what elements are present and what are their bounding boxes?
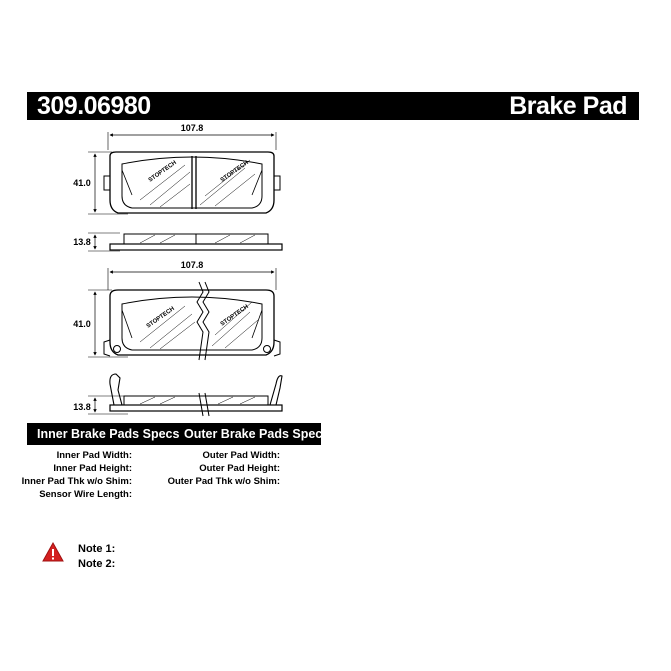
inner-pad-width-label: Inner Pad Width:: [56, 450, 132, 461]
inner-thickness-dimension: 13.8: [73, 237, 91, 247]
pad-stamp-text: STOPTECH: [219, 304, 250, 328]
outer-pad-front-view: [88, 268, 280, 360]
inner-width-dimension: 107.8: [180, 123, 204, 133]
pad-stamp-text: STOPTECH: [219, 160, 250, 184]
pad-stamp-text: STOPTECH: [147, 160, 178, 184]
warning-icon: [43, 543, 63, 561]
note-2-label: Note 2:: [78, 558, 116, 570]
inner-pad-thickness-label: Inner Pad Thk w/o Shim:: [21, 476, 132, 487]
outer-thickness-dimension: 13.8: [73, 402, 91, 412]
pad-stamp-text: STOPTECH: [145, 306, 176, 330]
specs-header-bar: [27, 423, 330, 445]
outer-specs-title: Outer Brake Pads Specs: [184, 427, 330, 441]
outer-pad-height-label: Outer Pad Height:: [199, 463, 280, 474]
outer-pad-width-label: Outer Pad Width:: [202, 450, 280, 461]
outer-width-dimension: 107.8: [180, 260, 204, 270]
inner-height-dimension: 41.0: [73, 178, 91, 188]
part-number: 309.06980: [37, 92, 151, 120]
outer-pad-side-view: [88, 374, 282, 416]
outer-pad-thickness-label: Outer Pad Thk w/o Shim:: [167, 476, 280, 487]
inner-specs-title: Inner Brake Pads Specs: [37, 427, 180, 441]
sensor-wire-length-label: Sensor Wire Length:: [39, 489, 132, 500]
inner-pad-height-label: Inner Pad Height:: [53, 463, 132, 474]
note-1-label: Note 1:: [78, 543, 116, 555]
inner-pad-front-view: [88, 132, 280, 214]
outer-height-dimension: 41.0: [73, 319, 91, 329]
inner-pad-side-view: [88, 233, 282, 251]
product-type-title: Brake Pad: [509, 92, 627, 120]
